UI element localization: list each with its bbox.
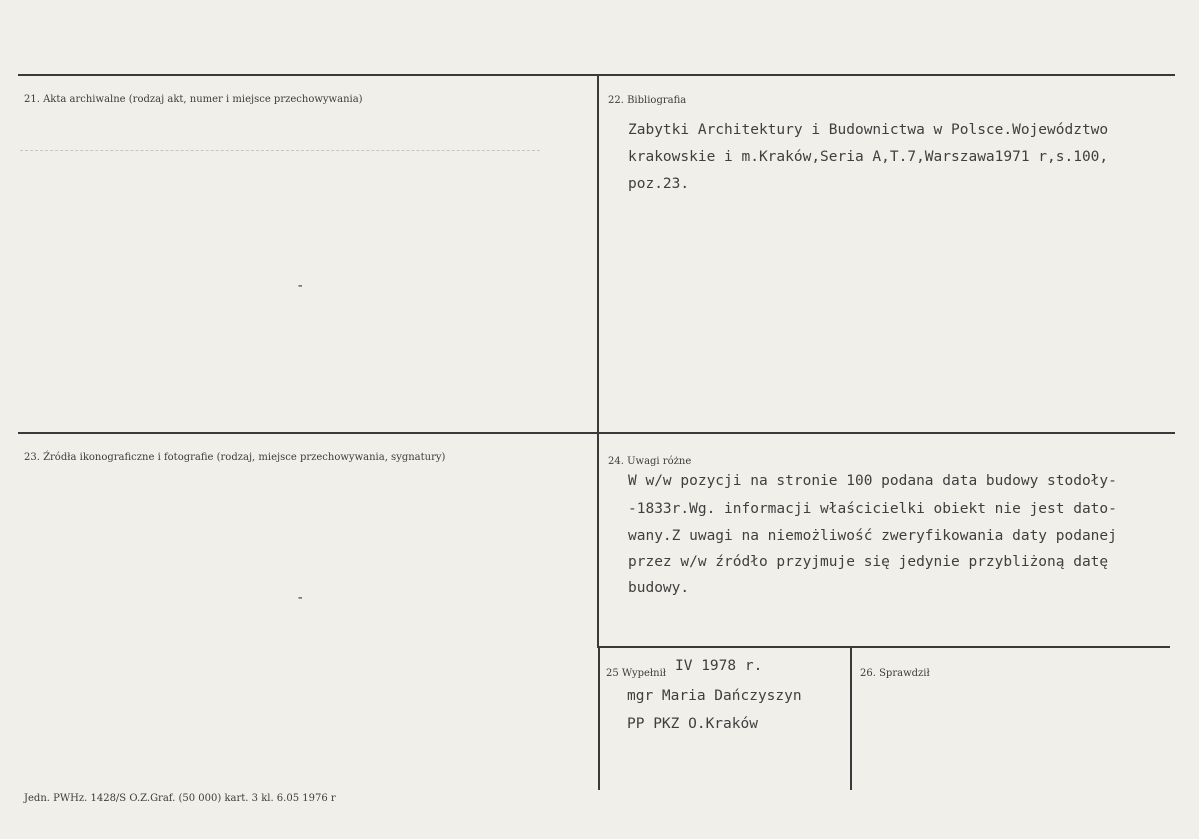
remarks-line-1: W w/w pozycji na stronie 100 podana data budowy stodoły-	[628, 473, 1117, 489]
bibliography-line-3: poz.23.	[628, 176, 690, 192]
field-23-value: -	[296, 590, 305, 606]
signature-left-divider	[598, 646, 600, 790]
field-21-label: 21. Akta archiwalne (rodzaj akt, numer i miejsce przechowywania)	[24, 94, 363, 105]
filled-by-office: PP PKZ O.Kraków	[627, 716, 758, 732]
center-divider	[597, 74, 599, 648]
field-23-label: 23. Źródła ikonograficzne i fotografie (rodzaj, miejsce przechowywania, sygnatury)	[24, 452, 446, 463]
bibliography-line-2: krakowskie i m.Kraków,Seria A,T.7,Warszawa1971 r,s.100,	[628, 149, 1109, 165]
field-25-label: 25 Wypełnił	[606, 668, 667, 679]
signature-center-divider	[850, 646, 852, 790]
field-24-label: 24. Uwagi różne	[608, 456, 692, 467]
filled-by-name: mgr Maria Dańczyszyn	[627, 688, 802, 704]
remarks-line-4: przez w/w źródło przyjmuje się jedynie przybliżoną datę	[628, 554, 1109, 570]
smudge-mark	[20, 150, 540, 152]
filled-by-date: IV 1978 r.	[675, 658, 763, 674]
signature-rule	[598, 646, 1170, 648]
remarks-line-3: wany.Z uwagi na niemożliwość zweryfikowania daty podanej	[628, 528, 1117, 544]
print-footer: Jedn. PWHz. 1428/S O.Z.Graf. (50 000) kart. 3 kl. 6.05 1976 r	[24, 793, 336, 804]
remarks-line-2: -1833r.Wg. informacji właścicielki obiekt nie jest dato-	[628, 501, 1117, 517]
remarks-line-5: budowy.	[628, 580, 690, 596]
bibliography-line-1: Zabytki Architektury i Budownictwa w Polsce.Województwo	[628, 122, 1109, 138]
field-26-label: 26. Sprawdził	[860, 668, 930, 679]
field-21-value: -	[296, 278, 305, 294]
field-22-label: 22. Bibliografia	[608, 95, 687, 106]
